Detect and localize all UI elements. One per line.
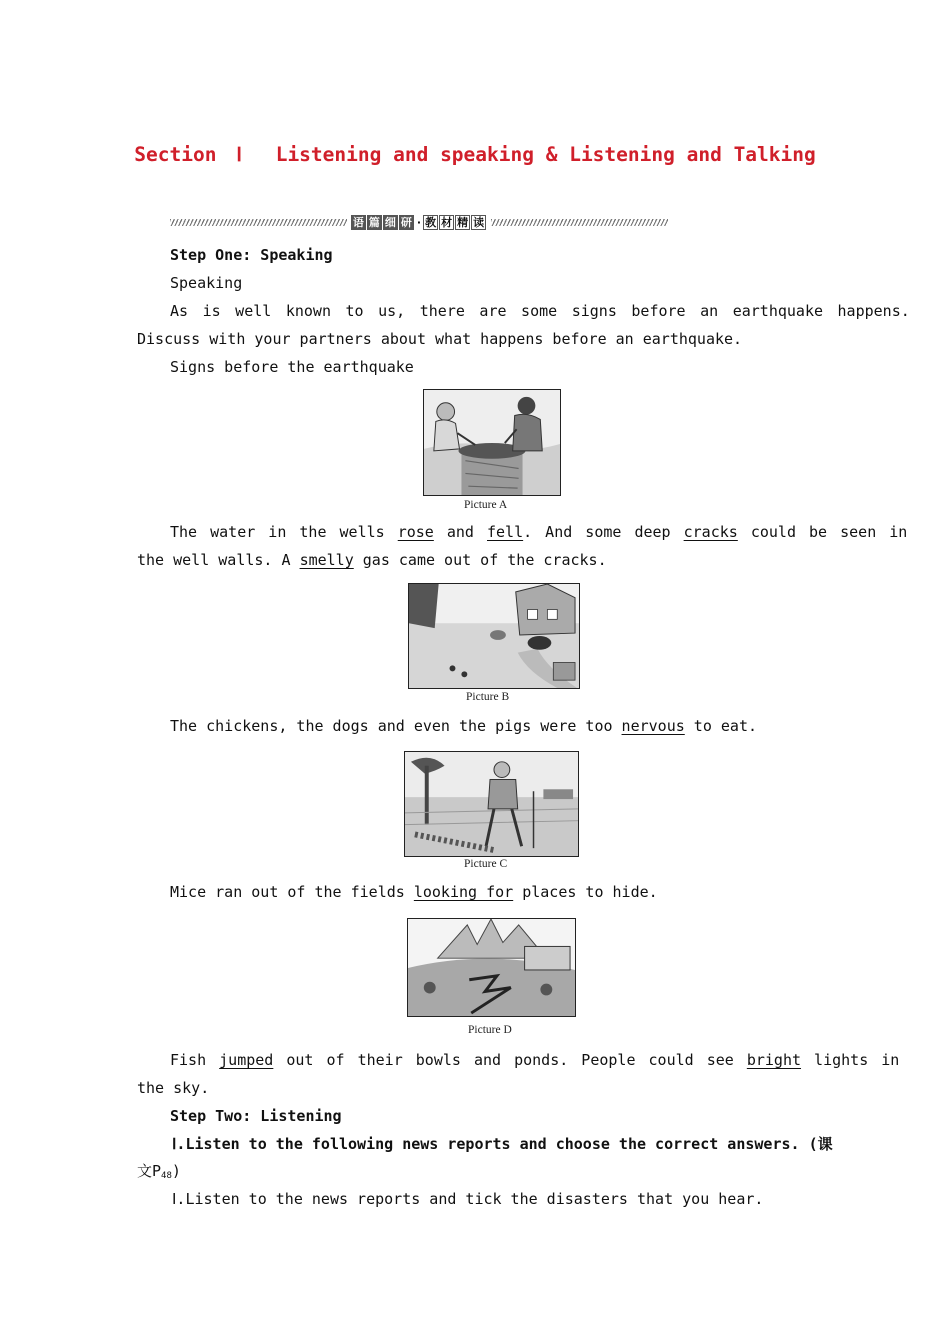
text: to eat. [684, 717, 758, 735]
answer-looking-for: looking for [413, 883, 514, 901]
banner-char: 细 [384, 215, 396, 229]
text: places to hide. [513, 883, 658, 901]
speaking-label: Speaking [170, 274, 243, 292]
banner-hatch-left [170, 219, 347, 226]
answer-cracks: cracks [683, 523, 738, 541]
picture-b-image [408, 583, 580, 689]
banner-char: 语 [352, 215, 364, 229]
banner-label [351, 215, 487, 230]
banner-hatch-right [491, 219, 668, 226]
banner-dot: · [416, 215, 422, 229]
text: out of their bowls and ponds. People could see [273, 1051, 747, 1069]
task-1-line-1: Ⅰ.Listen to the following news reports and choose the correct answers. (课 [172, 1135, 833, 1153]
picture-c-caption: Picture C [464, 858, 508, 870]
text: gas came out of the cracks. [353, 551, 607, 569]
picture-c-image [404, 751, 579, 857]
picture-a-caption: Picture A [464, 499, 508, 511]
section-banner [170, 212, 668, 232]
step-one-heading: Step One: Speaking [170, 246, 333, 264]
banner-char: 读 [473, 215, 485, 229]
banner-char: 教 [425, 215, 437, 229]
picture-b-caption: Picture B [466, 691, 510, 703]
text: Mice ran out of the fields [170, 883, 414, 901]
text: could be seen in [737, 523, 908, 541]
answer-smelly: smelly [299, 551, 354, 569]
para-b-line [170, 717, 757, 735]
task-1-line-2 [137, 1162, 181, 1185]
para-d-line-2: the sky. [137, 1079, 210, 1097]
text: The water in the wells [170, 523, 398, 541]
signs-title: Signs before the earthquake [170, 358, 414, 376]
banner-char: 材 [441, 215, 453, 229]
answer-jumped: jumped [219, 1051, 274, 1069]
task-2-line: Ⅰ.Listen to the news reports and tick the disasters that you hear. [172, 1190, 764, 1208]
answer-rose: rose [397, 523, 434, 541]
title-text: Listening and speaking & Listening and Talking [275, 143, 816, 166]
picture-d-caption: Picture D [468, 1024, 512, 1036]
banner-char: 研 [400, 215, 412, 229]
answer-nervous: nervous [621, 717, 685, 735]
page-title [0, 143, 950, 166]
text: ) [171, 1162, 181, 1180]
step-two-heading: Step Two: Listening [170, 1107, 342, 1125]
text: lights in [801, 1051, 900, 1069]
answer-fell: fell [487, 523, 524, 541]
title-section: Section [134, 143, 217, 166]
title-numeral: Ⅰ [236, 143, 242, 166]
text: . And some deep [523, 523, 684, 541]
banner-char: 篇 [368, 215, 380, 229]
text: Fish [170, 1051, 220, 1069]
intro-line-2: Discuss with your partners about what happens before an earthquake. [137, 330, 743, 348]
page-number: 48 [161, 1171, 172, 1181]
para-d-line-1 [170, 1051, 899, 1069]
picture-d-image [407, 918, 576, 1017]
intro-line-1: As is well known to us, there are some signs before an earthquake happens. [170, 302, 910, 320]
para-a-line-1 [170, 523, 907, 541]
text: 文P [137, 1162, 162, 1180]
picture-a-image [423, 389, 561, 496]
answer-bright: bright [746, 1051, 802, 1069]
banner-char: 精 [457, 215, 469, 229]
para-a-line-2 [137, 551, 607, 569]
para-c-line [170, 883, 658, 901]
text: and [433, 523, 487, 541]
text: The chickens, the dogs and even the pigs were too [170, 717, 622, 735]
text: the well walls. A [137, 551, 300, 569]
